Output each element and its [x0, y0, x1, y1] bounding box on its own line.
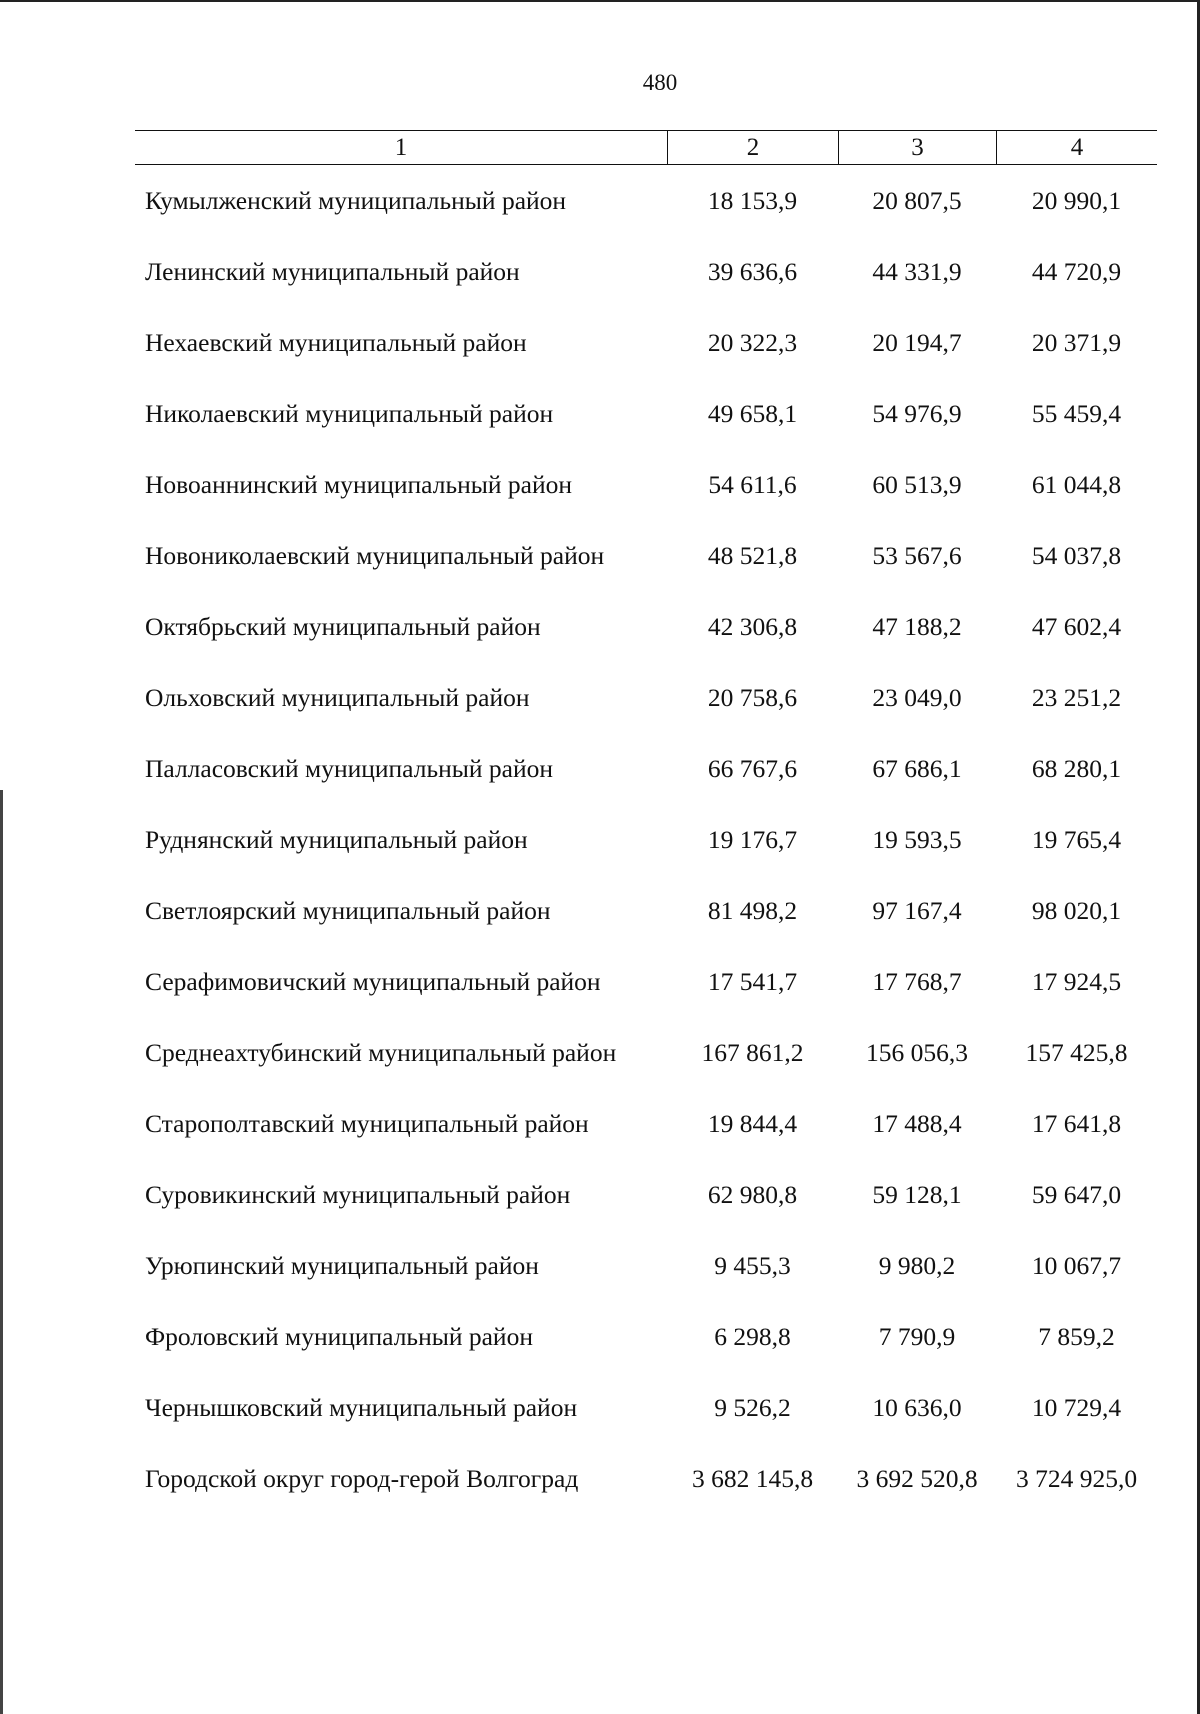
table-row — [135, 1108, 1157, 1139]
value-col-4: 59 647,0 — [1031, 1180, 1122, 1209]
scan-edge-left — [0, 790, 3, 1714]
value-col-3: 67 686,1 — [872, 754, 962, 783]
value-col-3: 20 194,7 — [872, 328, 962, 357]
value-col-2: 9 455,3 — [714, 1251, 791, 1280]
value-col-4: 54 037,8 — [1031, 541, 1122, 570]
district-name: Палласовский муниципальный район — [145, 754, 553, 783]
table-row — [135, 753, 1157, 784]
value-col-3: 47 188,2 — [872, 612, 962, 641]
value-col-2: 6 298,8 — [714, 1322, 791, 1351]
value-col-2: 3 682 145,8 — [691, 1464, 814, 1493]
value-col-2: 42 306,8 — [707, 612, 798, 641]
value-col-4: 47 602,4 — [1031, 612, 1122, 641]
value-col-3: 23 049,0 — [872, 683, 962, 712]
district-name: Кумылженский муниципальный район — [145, 186, 567, 215]
value-col-4: 19 765,4 — [1031, 825, 1122, 854]
value-col-3: 10 636,0 — [872, 1393, 962, 1422]
value-col-2: 48 521,8 — [707, 541, 798, 570]
district-name: Октябрьский муниципальный район — [145, 612, 541, 641]
column-header-2: 2 — [667, 131, 838, 164]
value-col-3: 59 128,1 — [872, 1180, 962, 1209]
district-name: Николаевский муниципальный район — [145, 399, 554, 428]
value-col-3: 44 331,9 — [872, 257, 962, 286]
value-col-3: 7 790,9 — [878, 1322, 956, 1351]
value-col-3: 97 167,4 — [872, 896, 962, 925]
district-name: Руднянский муниципальный район — [145, 825, 528, 854]
district-name: Суровикинский муниципальный район — [145, 1180, 571, 1209]
district-name: Чернышковский муниципальный район — [145, 1393, 578, 1422]
table-row — [135, 611, 1157, 642]
value-col-2: 49 658,1 — [707, 399, 798, 428]
value-col-4: 23 251,2 — [1031, 683, 1122, 712]
table-body — [135, 185, 1157, 1494]
district-name: Городской округ город-герой Волгоград — [145, 1464, 579, 1493]
table-row — [135, 1179, 1157, 1210]
table-row — [135, 1463, 1157, 1494]
value-col-2: 9 526,2 — [714, 1393, 791, 1422]
value-col-4: 10 067,7 — [1031, 1251, 1122, 1280]
value-col-4: 68 280,1 — [1031, 754, 1122, 783]
column-header-3: 3 — [838, 131, 996, 164]
table-row — [135, 1250, 1157, 1281]
table-row — [135, 966, 1157, 997]
value-col-4: 10 729,4 — [1031, 1393, 1122, 1422]
value-col-3: 156 056,3 — [866, 1038, 968, 1067]
value-col-4: 157 425,8 — [1025, 1038, 1128, 1067]
value-col-3: 9 980,2 — [878, 1251, 956, 1280]
table-row — [135, 1321, 1157, 1352]
data-table — [135, 130, 1157, 1534]
district-name: Светлоярский муниципальный район — [145, 896, 551, 925]
district-name: Среднеахтубинский муниципальный район — [145, 1038, 617, 1067]
value-col-3: 17 768,7 — [872, 967, 962, 996]
table-row — [135, 1037, 1157, 1068]
table-row — [135, 824, 1157, 855]
district-name: Серафимовичский муниципальный район — [145, 967, 601, 996]
table-row — [135, 398, 1157, 429]
value-col-3: 17 488,4 — [872, 1109, 962, 1138]
value-col-4: 55 459,4 — [1031, 399, 1122, 428]
value-col-2: 20 758,6 — [707, 683, 798, 712]
district-name: Урюпинский муниципальный район — [145, 1251, 539, 1280]
table-row — [135, 327, 1157, 358]
value-col-3: 20 807,5 — [872, 186, 962, 215]
value-col-2: 17 541,7 — [707, 967, 798, 996]
value-col-4: 17 641,8 — [1031, 1109, 1122, 1138]
value-col-4: 20 371,9 — [1031, 328, 1122, 357]
table-row — [135, 682, 1157, 713]
table-header-row — [135, 130, 1157, 165]
table-row — [135, 256, 1157, 287]
value-col-2: 19 176,7 — [707, 825, 798, 854]
value-col-2: 20 322,3 — [707, 328, 798, 357]
value-col-4: 3 724 925,0 — [1015, 1464, 1138, 1493]
table-row — [135, 185, 1157, 216]
column-header-1: 1 — [394, 134, 408, 161]
district-name: Новоаннинский муниципальный район — [145, 470, 572, 499]
value-col-4: 61 044,8 — [1031, 470, 1122, 499]
value-col-4: 17 924,5 — [1031, 967, 1122, 996]
value-col-3: 54 976,9 — [872, 399, 962, 428]
scan-edge-top — [0, 0, 1200, 2]
value-col-2: 81 498,2 — [707, 896, 798, 925]
value-col-2: 39 636,6 — [707, 257, 798, 286]
district-name: Старополтавский муниципальный район — [145, 1109, 589, 1138]
district-name: Нехаевский муниципальный район — [145, 328, 527, 357]
table-row — [135, 540, 1157, 571]
value-col-2: 18 153,9 — [707, 186, 798, 215]
value-col-3: 19 593,5 — [872, 825, 962, 854]
district-name: Ленинский муниципальный район — [145, 257, 520, 286]
value-col-2: 62 980,8 — [707, 1180, 798, 1209]
value-col-4: 98 020,1 — [1031, 896, 1122, 925]
value-col-3: 60 513,9 — [872, 470, 962, 499]
value-col-2: 19 844,4 — [707, 1109, 798, 1138]
table-row — [135, 469, 1157, 500]
column-header-4: 4 — [996, 131, 1157, 164]
value-col-3: 3 692 520,8 — [856, 1464, 978, 1493]
table-row — [135, 1392, 1157, 1423]
value-col-4: 20 990,1 — [1031, 186, 1122, 215]
page-number: 480 — [642, 70, 678, 95]
district-name: Ольховский муниципальный район — [145, 683, 530, 712]
value-col-2: 66 767,6 — [707, 754, 798, 783]
district-name: Фроловский муниципальный район — [145, 1322, 533, 1351]
value-col-2: 54 611,6 — [708, 470, 797, 499]
district-name: Новониколаевский муниципальный район — [145, 541, 605, 570]
value-col-4: 44 720,9 — [1031, 257, 1122, 286]
table-row — [135, 895, 1157, 926]
value-col-3: 53 567,6 — [872, 541, 962, 570]
value-col-4: 7 859,2 — [1038, 1322, 1115, 1351]
value-col-2: 167 861,2 — [701, 1038, 804, 1067]
